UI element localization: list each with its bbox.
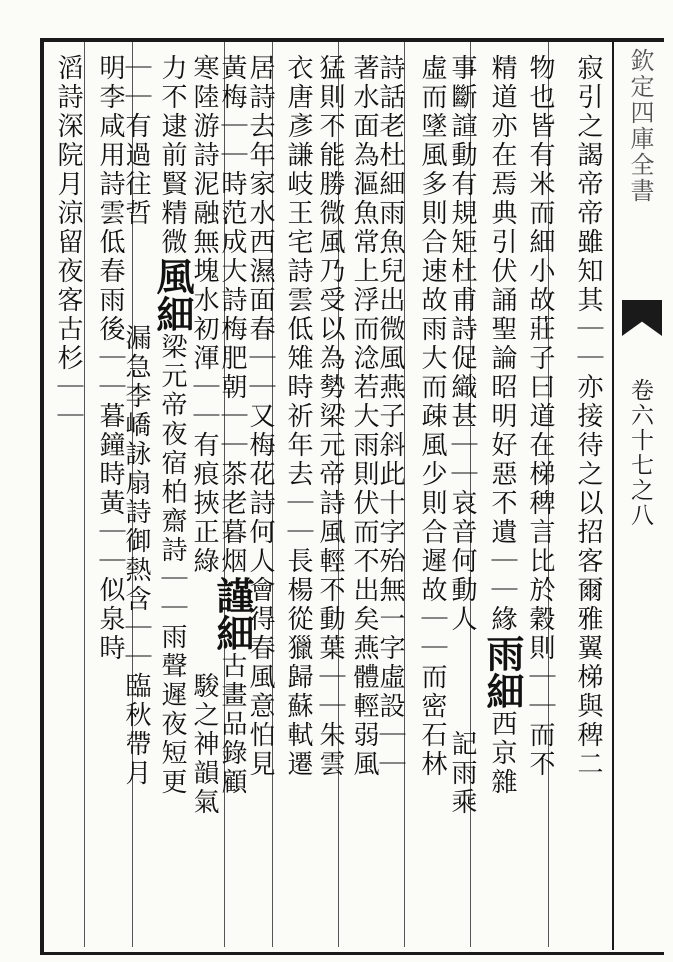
margin-book-title: 欽定四庫全書: [626, 48, 654, 204]
column-text: 著水面為漚魚常上浮而淰若大雨則伏而不出矣燕體輕弱風: [349, 54, 379, 779]
column-text: 寂引之謁帝帝雖知其｜｜亦接待之以招客爾雅翼梯與稗二: [573, 54, 603, 779]
column-text: 力不逮前賢精微: [157, 54, 187, 257]
column-text: 西京雜: [487, 710, 517, 797]
column-text: 猛則不能勝微風乃受以為勢梁元帝詩風輕不動葉｜｜朱雲: [315, 54, 345, 779]
text-column-16: [44, 54, 92, 944]
column-text: 物也皆有米而細小故莊子曰道在梯稗言比於穀則｜｜而不: [525, 54, 555, 779]
text-column-5: [408, 54, 456, 944]
column-text: 精道亦在焉典引伏誦聖論昭明好惡不遺｜｜緣: [487, 54, 517, 634]
column-text: 駿之神韻氣: [189, 672, 219, 817]
column-text: ｜｜有過往哲: [121, 54, 151, 228]
column-text: 古畫品錄顧: [217, 652, 247, 797]
text-column-15: [86, 54, 134, 944]
column-text: 黃梅｜｜時范成大詩梅肥朝｜｜茶老暮烟: [217, 54, 247, 576]
column-text: 滔詩深院月涼留夜客古杉｜｜: [53, 54, 83, 431]
column-text: 寒陸游詩泥融無塊水初渾｜｜有痕挾正綠: [189, 54, 219, 576]
column-text: 衣唐彥謙岐王宅詩雲低雉時祈年去｜｜長楊從獵歸蘇軾遷: [283, 54, 313, 779]
text-column-1: [564, 54, 612, 944]
column-text: 梁元帝夜宿柏齋詩｜｜雨聲遲夜短更: [157, 333, 187, 797]
column-text: 漏急李嶠詠扇詩御熱含｜｜臨秋帶月: [121, 324, 151, 788]
column-text: 詩話老杜細雨魚兒出微風燕子斜此十字殆無一字虛設｜｜: [375, 54, 405, 779]
column-text: 虛而墜風多則合速故雨大而疎風少則合遲故｜｜而密石林: [417, 54, 447, 779]
column-text: 事斷諠動有規矩杜甫詩促織甚｜｜哀音何動人: [447, 54, 477, 634]
column-text: 記雨乘: [447, 730, 477, 817]
entry-heading-yu-xi: 雨細: [480, 634, 525, 710]
column-text: 居詩去年家水西濕面春｜｜又梅花詩何人會得春風意怕見: [245, 54, 275, 779]
column-text: 明李咸用詩雲低春雨後｜｜暮鐘時黃｜｜似泉時: [95, 54, 125, 663]
entry-heading-jin-xi: 謹細: [210, 576, 255, 652]
entry-heading-feng-xi: 風細: [150, 257, 195, 333]
margin-volume-label: 卷六十七之八: [627, 378, 653, 528]
